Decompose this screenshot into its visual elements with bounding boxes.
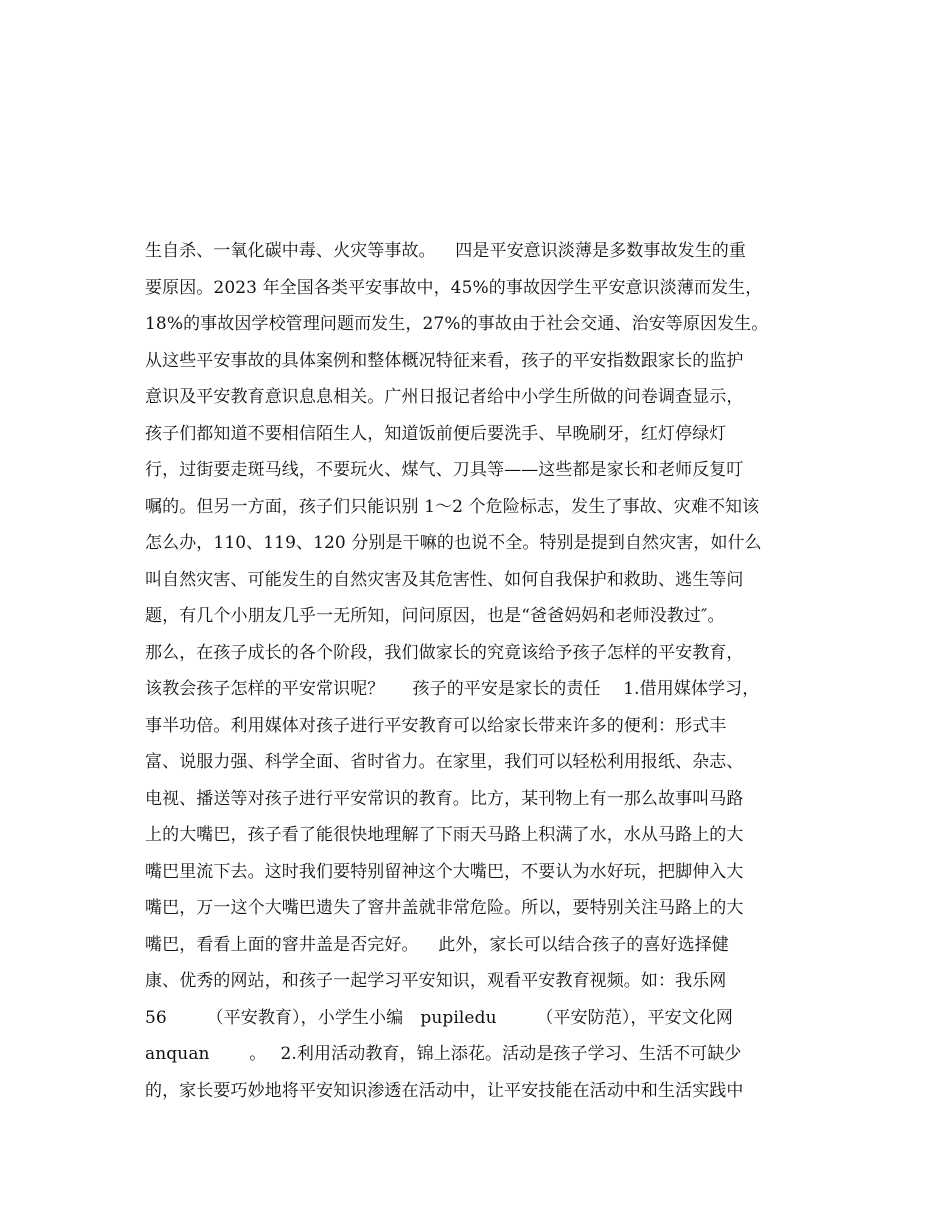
text-line: 那么，在孩子成长的各个阶段，我们做家长的究竟该给予孩子怎样的平安教育， [145, 642, 744, 663]
text-line: 富、说服力强、科学全面、省时省力。在家里，我们可以轻松利用报纸、杂志、 [145, 752, 744, 772]
text-line: 从这些平安事故的具体案例和整体概况特征来看，孩子的平安指数跟家长的监护 [145, 350, 744, 371]
text-line: 事半功倍。利用媒体对孩子进行平安教育可以给家长带来许多的便利：形式丰 [145, 715, 727, 736]
text-line: 要原因。2023 年全国各类平安事故中，45%的事故因学生平安意识淡薄而发生， [145, 277, 763, 298]
text-line: 意识及平安教育意识息息相关。广州日报记者给中小学生所做的问卷调查显示， [145, 387, 744, 407]
text-line: 的，家长要巧妙地将平安知识渗透在活动中，让平安技能在活动中和生活实践中 [145, 1080, 744, 1101]
text-line: anquan 。 2.利用活动教育，锦上添花。活动是孩子学习、生活不可缺少 [145, 1044, 742, 1064]
text-line: 嘴巴里流下去。这时我们要特别留神这个大嘴巴，不要认为水好玩，把脚伸入大 [145, 861, 744, 882]
text-line: 嘴巴，看看上面的窨井盖是否完好。 此外，家长可以结合孩子的喜好选择健 [145, 934, 729, 955]
text-line: 嘱的。但另一方面，孩子们只能识别 1～2 个危险标志，发生了事故、灾难不知该 [145, 496, 760, 517]
body-text [145, 233, 815, 1109]
text-line: 56 （平安教育），小学生小编 pupiledu （平安防范），平安文化网 [145, 1007, 734, 1028]
text-line: 孩子们都知道不要相信陌生人，知道饭前便后要洗手、早晚刷牙，红灯停绿灯 [145, 423, 727, 444]
text-line: 康、优秀的网站，和孩子一起学习平安知识，观看平安教育视频。如：我乐网 [145, 971, 727, 991]
text-line: 该教会孩子怎样的平安常识呢？ 孩子的平安是家长的责任 1.借用媒体学习， [145, 679, 760, 699]
text-line: 怎么办，110、119、120 分别是干嘛的也说不全。特别是提到自然灾害，如什么 [145, 533, 762, 553]
text-line: 嘴巴，万一这个大嘴巴遗失了窨井盖就非常危险。所以，要特别关注马路上的大 [145, 898, 744, 918]
text-line: 叫自然灾害、可能发生的自然灾害及其危害性、如何自我保护和救助、逃生等问 [145, 569, 744, 590]
text-line: 题，有几个小朋友几乎一无所知，问问原因，也是“爸爸妈妈和老师没教过″。 [145, 606, 725, 626]
text-line: 电视、播送等对孩子进行平安常识的教育。比方，某刊物上有一那么故事叫马路 [145, 788, 744, 809]
text-line: 18%的事故因学校管理问题而发生，27%的事故由于社会交通、治安等原因发生。 [145, 314, 769, 334]
text-line: 行，过街要走斑马线，不要玩火、煤气、刀具等——这些都是家长和老师反复叮 [145, 460, 744, 480]
text-line: 上的大嘴巴，孩子看了能很快地理解了下雨天马路上积满了水，水从马路上的大 [145, 825, 744, 845]
text-line: 生自杀、一氧化碳中毒、火灾等事故。 四是平安意识淡薄是多数事故发生的重 [145, 241, 747, 261]
